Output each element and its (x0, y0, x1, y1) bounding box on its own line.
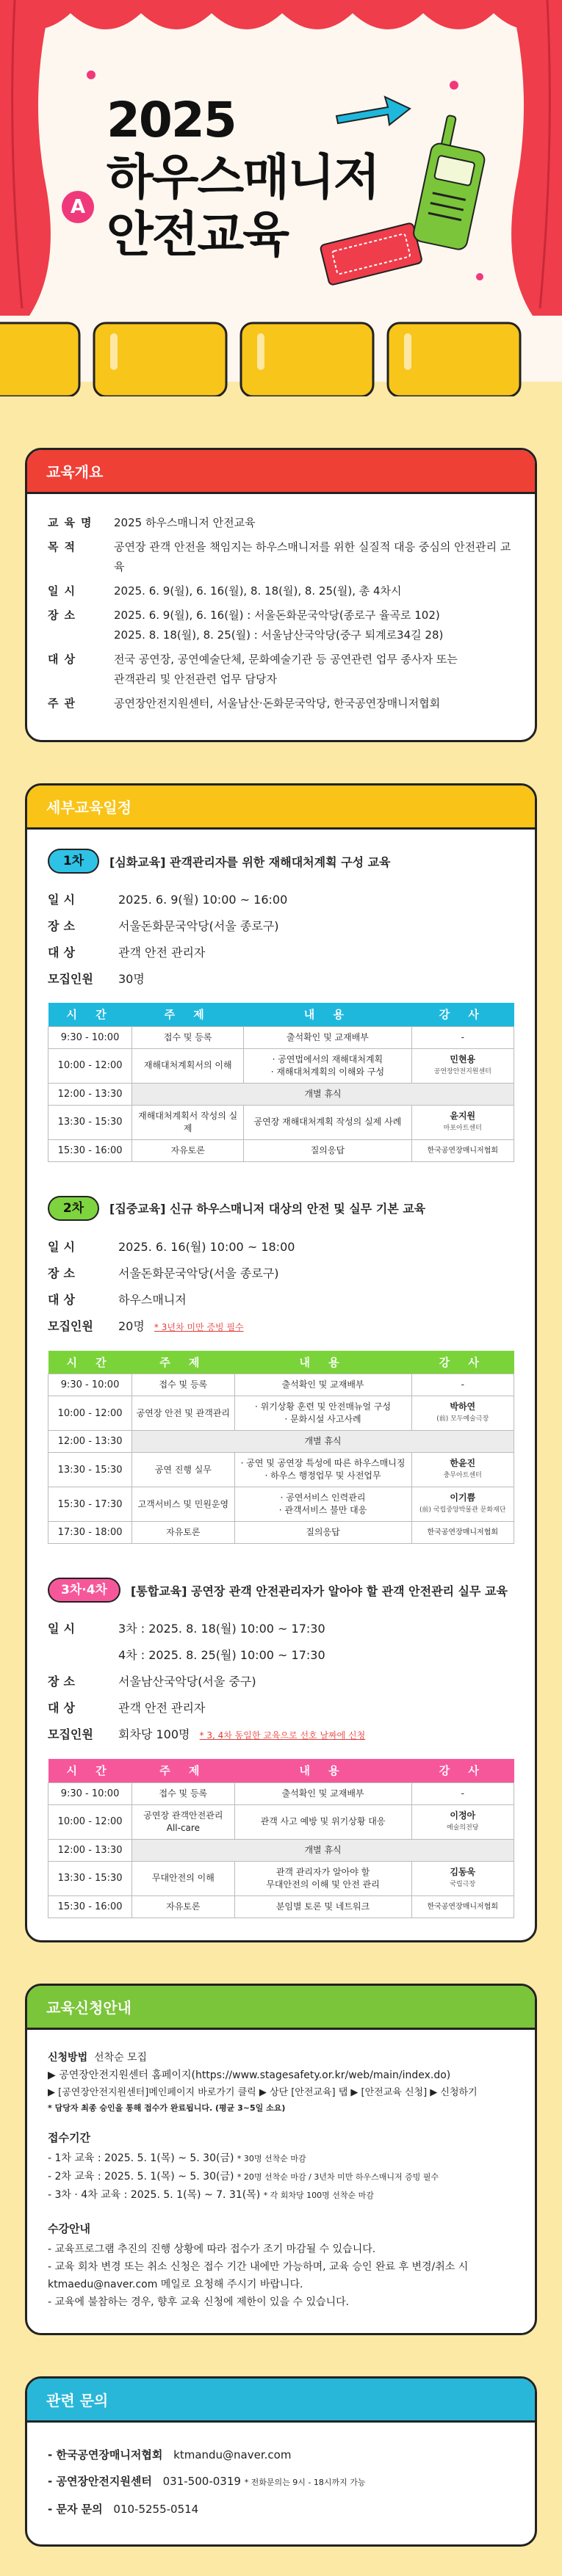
info-label: 장소 (48, 1266, 79, 1280)
cell-topic: 공연장 안전 및 관객관리 (132, 1396, 234, 1431)
cell-instructor (411, 1048, 514, 1083)
session-1 (48, 849, 514, 1162)
cell-time: 13:30 - 15:30 (48, 1453, 132, 1487)
table-row (48, 1804, 514, 1839)
cell-instructor (411, 1804, 514, 1839)
overview-heading: 교육개요 (27, 450, 535, 494)
cell-topic: 고객서비스 및 민원운영 (132, 1487, 234, 1522)
cell-time: 9:30 - 10:00 (48, 1026, 132, 1048)
instructor-name: 한윤진 (450, 1458, 476, 1468)
apply-period-line (48, 2168, 514, 2186)
cell-instructor (411, 1453, 514, 1487)
overview-label: 주관 (48, 697, 81, 710)
schedule-header (48, 1759, 514, 1782)
contact-note: * 전화문의는 9시 - 18시까지 가능 (244, 2477, 366, 2487)
info-value-line: 4차 : 2025. 8. 25(월) 10:00 ~ 17:30 (118, 1648, 325, 1662)
period-note: * 30명 선착순 마감 (237, 2153, 306, 2163)
overview-row (48, 513, 514, 533)
seats-decoration (0, 316, 562, 396)
cell-topic: 무대안전의 이해 (132, 1861, 234, 1895)
apply-method-link[interactable]: ▶ 공연장안전지원센터 홈페이지(https://www.stagesafety.or.kr/web/main/index.do) (48, 2069, 451, 2081)
session-badge: 3차·4차 (48, 1578, 120, 1603)
period-note: * 20명 선착순 마감 / 3년차 미만 하우스매니저 증빙 필수 (237, 2172, 439, 2182)
apply-method-line (48, 2049, 514, 2067)
table-row (48, 1453, 514, 1487)
cell-topic: 자유토론 (132, 1895, 234, 1918)
content-sections (0, 396, 562, 2576)
apply-period-line (48, 2149, 514, 2168)
cell-time: 9:30 - 10:00 (48, 1782, 132, 1804)
cell-content: 출석확인 및 교재배부 (244, 1026, 411, 1048)
cell-instructor (411, 1487, 514, 1522)
session-info-row (48, 966, 514, 993)
cell-content: 관객 관리자가 알아야 할 무대안전의 이해 및 안전 관리 (234, 1861, 411, 1895)
apply-method-label: 신청방법 (48, 2051, 88, 2064)
schedule-header (48, 1003, 514, 1026)
info-label: 모집인원 (48, 972, 93, 986)
contact-body (27, 2423, 535, 2544)
table-row (48, 1083, 514, 1105)
contact-sms[interactable]: 010-5255-0514 (113, 2502, 199, 2516)
info-value: 서울돈화문국악당(서울 종로구) (118, 1266, 279, 1280)
session-info-row (48, 940, 514, 966)
cell-topic: 재해대처계획서의 이해 (132, 1048, 244, 1083)
cell-content: · 공연서비스 인력관리 · 관객서비스 불만 대응 (234, 1487, 411, 1522)
cell-break: 개별 휴식 (132, 1431, 514, 1453)
cell-time: 10:00 - 12:00 (48, 1396, 132, 1431)
apply-notice-label: 수강안내 (48, 2221, 90, 2235)
header-topic: 주 제 (132, 1351, 234, 1374)
table-row (48, 1487, 514, 1522)
schedule-table (48, 1351, 514, 1545)
info-value-text: 20명 (118, 1318, 145, 1333)
cell-topic: 자유토론 (132, 1522, 234, 1544)
cell-instructor: 한국공연장매니저협회 (411, 1139, 514, 1161)
cell-content: 출석확인 및 교재배부 (234, 1782, 411, 1804)
overview-section (25, 448, 537, 742)
cell-content: 관객 사고 예방 및 위기상황 대응 (234, 1804, 411, 1839)
contact-label: - 한국공연장매니저협회 (48, 2448, 163, 2461)
detail-section (25, 783, 537, 1942)
cell-topic: 재해대처계획서 작성의 실제 (132, 1105, 244, 1139)
apply-method-note: * 담당자 최종 승인을 통해 접수가 완료됩니다. (평균 3~5일 소요) (48, 2102, 286, 2113)
cell-time: 15:30 - 17:30 (48, 1487, 132, 1522)
overview-label: 목적 (48, 540, 81, 554)
overview-label: 대상 (48, 653, 81, 666)
cell-time: 12:00 - 13:30 (48, 1083, 132, 1105)
session-info-row (48, 1287, 514, 1313)
contact-label: - 공연장안전지원센터 (48, 2474, 152, 2488)
hero-title-line1: 하우스매니저 (107, 149, 379, 206)
pink-dot-decoration (476, 273, 483, 280)
overview-row (48, 606, 514, 645)
cell-instructor: 한국공연장매니저협회 (411, 1895, 514, 1918)
cell-time: 15:30 - 16:00 (48, 1139, 132, 1161)
cell-instructor: - (411, 1374, 514, 1396)
cell-time: 12:00 - 13:30 (48, 1431, 132, 1453)
cell-time: 10:00 - 12:00 (48, 1804, 132, 1839)
header-instructor: 강 사 (411, 1003, 514, 1026)
cell-topic: 공연 진행 실무 (132, 1453, 234, 1487)
info-note-text: * 3, 4차 동일한 교육으로 선호 날짜에 신청 (199, 1730, 366, 1741)
apply-period-label: 접수기간 (48, 2130, 90, 2144)
cell-break: 개별 휴식 (132, 1839, 514, 1861)
header-content: 내 용 (234, 1351, 411, 1374)
overview-value-line: 2025. 8. 18(월), 8. 25(월) : 서울남산국악당(중구 퇴계로34길 28) (114, 628, 444, 642)
cell-time: 13:30 - 15:30 (48, 1861, 132, 1895)
table-row (48, 1431, 514, 1453)
overview-value (114, 650, 514, 689)
overview-row (48, 537, 514, 577)
overview-row (48, 581, 514, 601)
header-time: 시 간 (48, 1003, 132, 1026)
info-value: 서울돈화문국악당(서울 종로구) (118, 919, 279, 933)
header-instructor: 강 사 (411, 1351, 514, 1374)
apply-method (48, 2049, 514, 2114)
schedule-header (48, 1351, 514, 1374)
contact-label: - 문자 문의 (48, 2502, 103, 2516)
instructor-name: 이정아 (450, 1810, 476, 1821)
table-row (48, 1026, 514, 1048)
detail-heading: 세부교육일정 (27, 786, 535, 830)
period-note: * 각 회차당 100명 선착순 마감 (263, 2190, 374, 2200)
table-row (48, 1374, 514, 1396)
contact-row (48, 2442, 514, 2468)
cell-content: 분임별 토론 및 네트워크 (234, 1895, 411, 1918)
apply-notice-line: - 교육프로그램 추진의 진행 상황에 따라 접수가 조기 마감될 수 있습니다. (48, 2243, 376, 2255)
info-label: 일시 (48, 1622, 79, 1636)
session-info-row (48, 1616, 514, 1669)
pink-dot-decoration (450, 81, 458, 90)
header-time: 시 간 (48, 1351, 132, 1374)
cell-content: · 공연법에서의 재해대처계획 · 재해대처계획의 이해와 구성 (244, 1048, 411, 1083)
info-value-text: 회차당 100명 (118, 1727, 190, 1741)
instructor-name: 김동욱 (450, 1866, 476, 1877)
session-info-row (48, 1721, 514, 1749)
hero-banner (0, 0, 562, 396)
period-text: - 2차 교육 : 2025. 5. 1(목) ~ 5. 30(금) (48, 2170, 234, 2183)
overview-value-line: 전국 공연장, 공연예술단체, 문화예술기관 등 공연관련 업무 종사자 또는 (114, 653, 458, 666)
cell-instructor: - (411, 1782, 514, 1804)
overview-row (48, 694, 514, 714)
info-label: 대상 (48, 1292, 79, 1307)
instructor-org: 국립극장 (450, 1880, 476, 1888)
header-time: 시 간 (48, 1759, 132, 1782)
info-value: 2025. 6. 9(월) 10:00 ~ 16:00 (118, 893, 288, 907)
apply-period (48, 2130, 514, 2205)
header-content: 내 용 (234, 1759, 411, 1782)
info-value (118, 1721, 514, 1749)
schedule-table (48, 1759, 514, 1918)
session-title (48, 1578, 514, 1603)
info-value-line: 3차 : 2025. 8. 18(월) 10:00 ~ 17:30 (118, 1622, 325, 1636)
cell-instructor (411, 1105, 514, 1139)
cell-instructor (411, 1861, 514, 1895)
header-content: 내 용 (244, 1003, 411, 1026)
cell-time: 15:30 - 16:00 (48, 1895, 132, 1918)
contact-phone[interactable]: 031-500-0319 (162, 2474, 241, 2488)
instructor-org: (前) 모두예술극장 (436, 1415, 489, 1423)
cell-topic: 접수 및 등록 (132, 1782, 234, 1804)
cell-topic: 접수 및 등록 (132, 1026, 244, 1048)
apply-method-path: ▶ [공연장안전지원센터]메인페이지 바로가기 클릭 ▶ 상단 [안전교육] 탭 ▶ [안전교육 신청] ▶ 신청하기 (48, 2086, 478, 2098)
info-value (118, 1616, 514, 1669)
apply-notice-line: - 교육에 불참하는 경우, 향후 교육 신청에 제한이 있을 수 있습니다. (48, 2296, 350, 2308)
session-3-4 (48, 1578, 514, 1918)
instructor-org: 충무아트센터 (443, 1472, 482, 1479)
instructor-name: 민현용 (450, 1053, 476, 1064)
cell-content: 공연장 재해대처계획 작성의 실제 사례 (244, 1105, 411, 1139)
cell-content: 질의응답 (244, 1139, 411, 1161)
info-value: 하우스매니저 (118, 1292, 187, 1307)
session-title-text: [통합교육] 공연장 관객 안전관리자가 알아야 할 관객 안전관리 실무 교육 (130, 1583, 508, 1598)
cell-time: 10:00 - 12:00 (48, 1048, 132, 1083)
cell-time: 13:30 - 15:30 (48, 1105, 132, 1139)
cell-content: 질의응답 (234, 1522, 411, 1544)
schedule-table (48, 1003, 514, 1162)
contact-heading: 관련 문의 (27, 2379, 535, 2423)
contact-section (25, 2376, 537, 2547)
info-label: 모집인원 (48, 1318, 93, 1333)
curtain-top-decoration (0, 0, 562, 44)
overview-label: 장소 (48, 609, 81, 622)
table-row (48, 1048, 514, 1083)
table-row (48, 1396, 514, 1431)
cell-time: 12:00 - 13:30 (48, 1839, 132, 1861)
info-label: 장소 (48, 1675, 79, 1688)
info-note (200, 1730, 366, 1741)
info-note (154, 1322, 244, 1332)
apply-notice-line: ktmaedu@naver.com 메일로 요청해 주시기 바랍니다. (48, 2278, 303, 2290)
detail-body (27, 830, 535, 1940)
table-row (48, 1861, 514, 1895)
apply-method-value: 선착순 모집 (94, 2051, 148, 2064)
apply-notice-line: - 교육 회차 변경 또는 취소 신청은 접수 기간 내에만 가능하며, 교육 승인 완료 후 변경/취소 시 (48, 2260, 469, 2273)
overview-value: 2025 하우스매니저 안전교육 (114, 516, 256, 529)
cell-content: 출석확인 및 교재배부 (234, 1374, 411, 1396)
contact-email[interactable]: ktmandu@naver.com (173, 2448, 292, 2461)
instructor-org: 마포아트센터 (443, 1124, 482, 1132)
session-info-row (48, 1313, 514, 1340)
cell-instructor: - (411, 1026, 514, 1048)
cell-topic: 접수 및 등록 (132, 1374, 234, 1396)
session-info-row (48, 1669, 514, 1695)
period-text: - 3차 · 4차 교육 : 2025. 5. 1(목) ~ 7. 31(목) (48, 2188, 261, 2201)
overview-value: 공연장 관객 안전을 책임지는 하우스매니저를 위한 실질적 대응 중심의 안전관리 교육 (114, 540, 511, 573)
instructor-org: 예술의전당 (447, 1824, 479, 1832)
cell-content: · 위기상황 훈련 및 안전매뉴얼 구성 · 문화시설 사고사례 (234, 1396, 411, 1431)
header-instructor: 강 사 (411, 1759, 514, 1782)
apply-period-line (48, 2186, 514, 2205)
overview-value: 공연장안전지원센터, 서울남산·돈화문국악당, 한국공연장매니저협회 (114, 697, 441, 710)
info-label: 모집인원 (48, 1727, 93, 1741)
cell-time: 17:30 - 18:00 (48, 1522, 132, 1544)
overview-value (114, 606, 514, 645)
table-row (48, 1105, 514, 1139)
session-title-text: [집중교육] 신규 하우스매니저 대상의 안전 및 실무 기본 교육 (109, 1202, 426, 1216)
overview-value-line: 2025. 6. 9(월), 6. 16(월) : 서울돈화문국악당(종로구 율곡로 102) (114, 609, 440, 622)
hero-year: 2025 (107, 92, 236, 148)
info-note-text: * 3년차 미만 증빙 필수 (154, 1321, 244, 1332)
cell-instructor: 한국공연장매니저협회 (411, 1522, 514, 1544)
pink-dot-decoration (87, 70, 96, 79)
session-2 (48, 1196, 514, 1545)
cell-break: 개별 휴식 (132, 1083, 514, 1105)
session-info-row (48, 1695, 514, 1721)
apply-body (27, 2030, 535, 2333)
info-value: 관객 안전 관리자 (118, 1701, 206, 1715)
cell-topic: 공연장 관객안전관리 All-care (132, 1804, 234, 1839)
instructor-name: 이기쁨 (450, 1492, 476, 1503)
info-label: 장소 (48, 919, 79, 933)
period-text: - 1차 교육 : 2025. 5. 1(목) ~ 5. 30(금) (48, 2152, 234, 2164)
info-label: 대상 (48, 1701, 79, 1715)
table-row (48, 1139, 514, 1161)
instructor-name: 박하연 (450, 1401, 476, 1412)
table-row (48, 1895, 514, 1918)
instructor-org: 공연장안전지원센터 (433, 1067, 491, 1075)
session-badge: 1차 (48, 849, 99, 874)
hero-title (107, 92, 379, 264)
overview-row (48, 650, 514, 689)
instructor-name: 윤지원 (450, 1110, 476, 1121)
session-title-text: [심화교육] 관객관리자를 위한 재해대처계획 구성 교육 (109, 855, 391, 869)
session-info-row (48, 887, 514, 913)
header-topic: 주 제 (132, 1759, 234, 1782)
info-value: 서울남산국악당(서울 중구) (118, 1675, 256, 1688)
session-info-row (48, 913, 514, 940)
overview-value: 2025. 6. 9(월), 6. 16(월), 8. 18(월), 8. 25(월), 총 4차시 (114, 584, 402, 598)
table-row (48, 1782, 514, 1804)
overview-body (27, 494, 535, 740)
apply-notice (48, 2221, 514, 2311)
contact-row (48, 2468, 514, 2496)
badge-a: A (62, 191, 94, 223)
cell-topic: 자유토론 (132, 1139, 244, 1161)
session-title (48, 1196, 514, 1221)
session-info-row (48, 1260, 514, 1287)
hero-title-line2: 안전교육 (107, 206, 289, 263)
info-label: 대상 (48, 946, 79, 959)
cell-content: · 공연 및 공연장 특성에 따른 하우스매니징 · 하우스 행정업무 및 사전업무 (234, 1453, 411, 1487)
table-row (48, 1522, 514, 1544)
info-label: 일시 (48, 893, 79, 907)
cell-instructor (411, 1396, 514, 1431)
info-value (118, 1313, 514, 1340)
session-badge: 2차 (48, 1196, 99, 1221)
info-value: 2025. 6. 16(월) 10:00 ~ 18:00 (118, 1239, 295, 1254)
overview-label: 교육명 (48, 516, 98, 529)
info-value: 30명 (118, 972, 145, 986)
instructor-org: (前) 국립중앙박물관 문화재단 (419, 1506, 506, 1514)
apply-section (25, 1984, 537, 2335)
overview-label: 일시 (48, 584, 81, 598)
info-value: 관객 안전 관리자 (118, 946, 206, 959)
walkie-talkie-icon (411, 110, 492, 257)
session-title (48, 849, 514, 874)
contact-row (48, 2496, 514, 2522)
header-topic: 주 제 (132, 1003, 244, 1026)
apply-heading: 교육신청안내 (27, 1986, 535, 2030)
table-row (48, 1839, 514, 1861)
session-info-row (48, 1234, 514, 1260)
cell-time: 9:30 - 10:00 (48, 1374, 132, 1396)
overview-value-line: 관객관리 및 안전관련 업무 담당자 (114, 672, 277, 686)
info-label: 일시 (48, 1239, 79, 1254)
